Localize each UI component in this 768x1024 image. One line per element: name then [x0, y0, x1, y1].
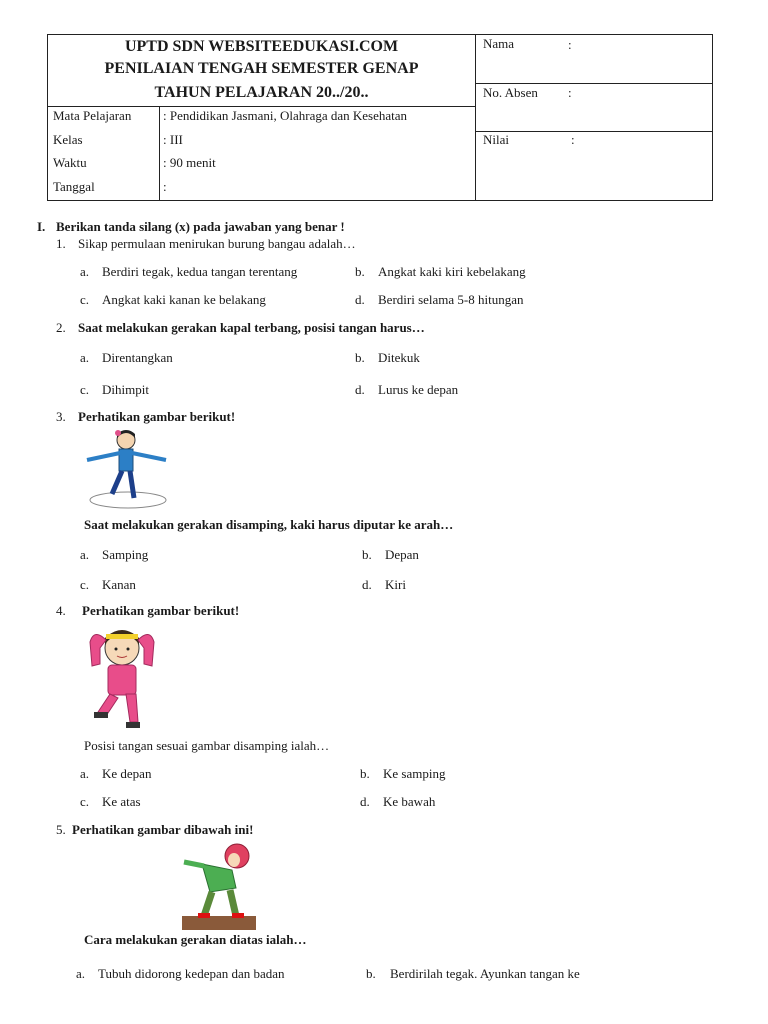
question-number: 1. — [56, 236, 66, 251]
question-prompt: Saat melakukan gerakan disamping, kaki harus diputar ke arah… — [84, 517, 454, 532]
divider — [475, 83, 712, 84]
option-text[interactable]: Lurus ke depan — [378, 382, 459, 397]
option-letter[interactable]: a. — [80, 766, 90, 781]
question-number: 3. — [56, 409, 66, 424]
exam-title: PENILAIAN TENGAH SEMESTER GENAP — [104, 60, 419, 77]
option-text[interactable]: Ke bawah — [383, 794, 436, 809]
header-table — [47, 34, 713, 201]
option-letter[interactable]: c. — [80, 382, 90, 397]
option-text[interactable]: Angkat kaki kiri kebelakang — [378, 264, 526, 279]
question-number: 4. — [56, 603, 66, 618]
question-number: 2. — [56, 320, 66, 335]
option-text[interactable]: Angkat kaki kanan ke belakang — [102, 292, 266, 307]
nilai-colon[interactable]: : — [571, 132, 575, 147]
option-letter[interactable]: c. — [80, 794, 90, 809]
option-letter[interactable]: d. — [360, 794, 370, 809]
option-letter[interactable]: a. — [76, 966, 86, 981]
field-label: Tanggal — [53, 179, 95, 194]
school-year: TAHUN PELAJARAN 20../20.. — [154, 84, 369, 101]
option-letter[interactable]: a. — [80, 264, 90, 279]
question-text: Perhatikan gambar berikut! — [78, 409, 236, 424]
option-text[interactable]: Ke atas — [102, 794, 141, 809]
option-text[interactable]: Depan — [385, 547, 419, 562]
field-value: : Pendidikan Jasmani, Olahraga dan Kesehatan — [163, 108, 408, 123]
question-prompt: Cara melakukan gerakan diatas ialah… — [84, 932, 307, 947]
option-letter[interactable]: b. — [355, 350, 365, 365]
divider — [48, 106, 475, 107]
hands-on-head-pose-illustration — [84, 622, 160, 730]
option-text[interactable]: Berdiri tegak, kedua tangan terentang — [102, 264, 298, 279]
divider — [475, 35, 476, 200]
option-letter[interactable]: d. — [362, 577, 372, 592]
option-text[interactable]: Ditekuk — [378, 350, 420, 365]
section-instruction: Berikan tanda silang (x) pada jawaban yang benar ! — [56, 219, 345, 234]
option-letter[interactable]: d. — [355, 292, 365, 307]
absen-colon[interactable]: : — [568, 85, 572, 100]
question-text: Saat melakukan gerakan kapal terbang, posisi tangan harus… — [78, 320, 425, 335]
school-name: UPTD SDN WEBSITEEDUKASI.COM — [124, 38, 399, 55]
field-label: Mata Pelajaran — [53, 108, 132, 123]
option-text[interactable]: Kanan — [102, 577, 136, 592]
option-letter[interactable]: b. — [360, 766, 370, 781]
name-colon[interactable]: : — [568, 37, 572, 52]
divider — [159, 106, 160, 200]
field-label: Kelas — [53, 132, 83, 147]
option-letter[interactable]: b. — [355, 264, 365, 279]
section-number: I. — [37, 219, 46, 234]
name-label: Nama — [483, 36, 515, 51]
question-text: Perhatikan gambar berikut! — [82, 603, 240, 618]
field-value: : 90 menit — [163, 155, 216, 170]
option-letter[interactable]: a. — [80, 350, 90, 365]
balance-pose-illustration — [84, 428, 170, 512]
divider — [475, 131, 712, 132]
option-letter[interactable]: d. — [355, 382, 365, 397]
option-letter[interactable]: a. — [80, 547, 90, 562]
nilai-label: Nilai — [483, 132, 509, 147]
airplane-pose-illustration — [182, 840, 258, 932]
option-letter[interactable]: b. — [366, 966, 376, 981]
option-letter[interactable]: c. — [80, 577, 90, 592]
field-label: Waktu — [53, 155, 87, 170]
field-value: : III — [163, 132, 183, 147]
option-text[interactable]: Ke samping — [383, 766, 446, 781]
question-text: Sikap permulaan menirukan burung bangau adalah… — [78, 236, 356, 251]
option-text[interactable]: Kiri — [385, 577, 406, 592]
question-number: 5. — [56, 822, 66, 837]
option-text[interactable]: Direntangkan — [102, 350, 173, 365]
option-text[interactable]: Ke depan — [102, 766, 152, 781]
option-text[interactable]: Tubuh didorong kedepan dan badan — [98, 966, 285, 981]
option-letter[interactable]: c. — [80, 292, 90, 307]
field-value: : — [163, 179, 167, 194]
question-prompt: Posisi tangan sesuai gambar disamping ialah… — [84, 738, 330, 753]
question-text: Perhatikan gambar dibawah ini! — [72, 822, 254, 837]
absen-label: No. Absen — [483, 85, 538, 100]
option-text[interactable]: Berdiri selama 5-8 hitungan — [378, 292, 524, 307]
option-text[interactable]: Dihimpit — [102, 382, 149, 397]
option-text[interactable]: Samping — [102, 547, 149, 562]
option-text[interactable]: Berdirilah tegak. Ayunkan tangan ke — [390, 966, 580, 981]
option-letter[interactable]: b. — [362, 547, 372, 562]
